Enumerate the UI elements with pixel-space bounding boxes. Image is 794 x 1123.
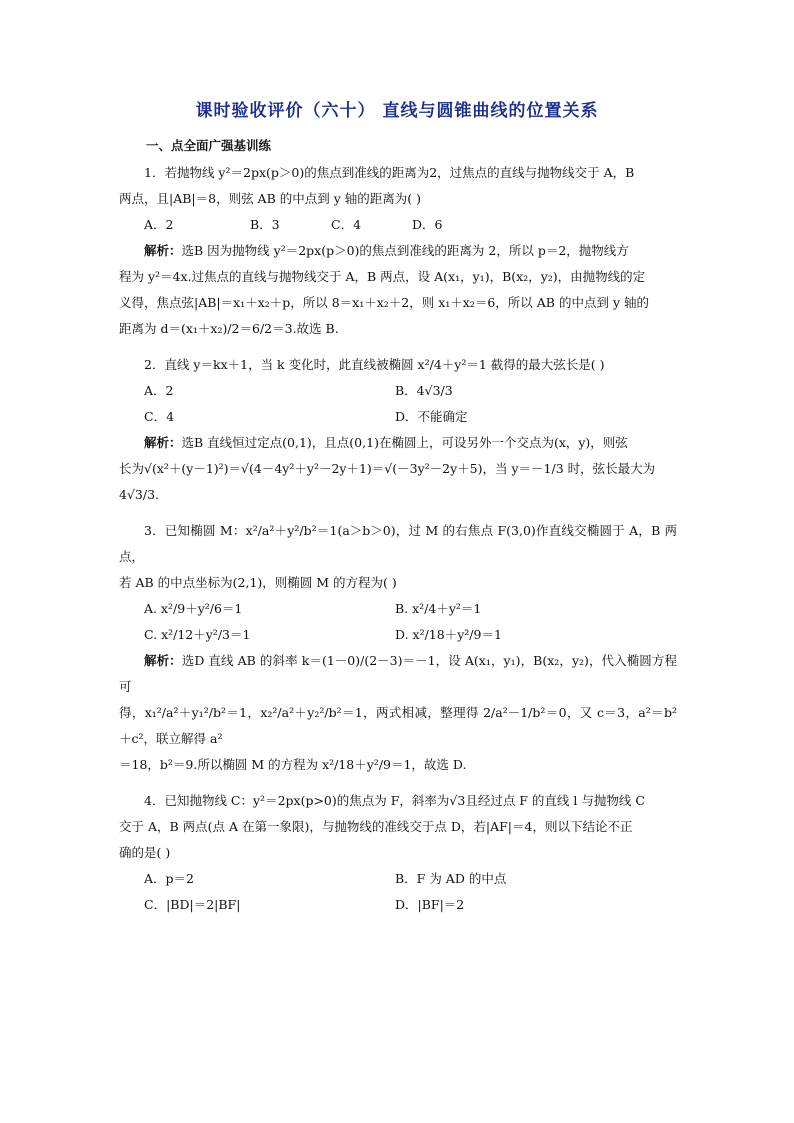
q1-solution-text1: 选B 因为抛物线 y²＝2px(p＞0)的焦点到准线的距离为 2，所以 p＝2，抛物线方 [181, 243, 629, 258]
q2-solution-line2: 长为√(x²＋(y－1)²)＝√(4－4y²＋y²－2y＋1)＝√(－3y²－2y＋5)，当 y＝－1/3 时，弦长最大为 [119, 461, 656, 476]
q4-option-d: D．|BF|＝2 [395, 897, 465, 912]
content-body [119, 160, 677, 918]
q1-stem-line2: 两点，且|AB|＝8，则弦 AB 的中点到 y 轴的距离为( ) [119, 191, 421, 206]
q2-option-b: B．4√3/3 [395, 383, 453, 398]
q2-solution-text1: 选B 直线恒过定点(0,1)，且点(0,1)在椭圆上，可设另外一个交点为(x，y)，则弦 [181, 435, 628, 450]
q3-solution-line1 [119, 648, 677, 700]
q3-options-row2 [119, 622, 677, 648]
q4-stem-line2: 交于 A，B 两点(点 A 在第一象限)，与抛物线的准线交于点 D，若|AF|＝4，则以下结论不正 [119, 819, 633, 834]
q4-options-row2 [119, 892, 677, 918]
q3-solution-label: 解析： [144, 653, 182, 668]
q4-stem-line3: 确的是( ) [119, 845, 171, 860]
q4-options-row1 [119, 866, 677, 892]
q3-option-b: B. x²/4＋y²＝1 [395, 601, 482, 616]
q4-option-a: A．p＝2 [144, 871, 194, 886]
q2-solution-line1 [119, 430, 677, 456]
q3-solution-text1: 选D 直线 AB 的斜率 k＝(1－0)/(2－3)＝－1，设 A(x₁，y₁)，B(x₂，y₂)，代入椭圆方程可 [119, 653, 677, 694]
q3-option-a: A. x²/9＋y²/6＝1 [144, 601, 243, 616]
q3-stem-line1: 3．已知椭圆 M：x²/a²＋y²/b²＝1(a＞b＞0)，过 M 的右焦点 F(3,0)作直线交椭圆于 A，B 两点， [119, 523, 677, 564]
q2-options-row1 [119, 378, 677, 404]
q1-option-a: A．2 [144, 217, 174, 232]
q2-option-a: A．2 [144, 383, 174, 398]
q2-option-c: C．4 [144, 409, 175, 424]
q4-option-b: B．F 为 AD 的中点 [395, 871, 507, 886]
q2-solution-label: 解析： [144, 435, 182, 450]
q1-solution-line3: 义得，焦点弦|AB|＝x₁＋x₂＋p，所以 8＝x₁＋x₂＋2，则 x₁＋x₂＝6，所以 AB 的中点到 y 轴的 [119, 295, 649, 310]
q1-solution-line4: 距离为 d＝(x₁＋x₂)/2＝6/2＝3.故选 B. [119, 321, 339, 336]
q2-options-row2 [119, 404, 677, 430]
q4-option-c: C．|BD|＝2|BF| [144, 897, 241, 912]
q3-solution-line2: 得，x₁²/a²＋y₁²/b²＝1，x₂²/a²＋y₂²/b²＝1，两式相减，整理得 2/a²－1/b²＝0，又 c＝3，a²＝b²＋c²，联立解得 a² [119, 705, 677, 746]
q1-solution-label: 解析： [144, 243, 182, 258]
q3-options-row1 [119, 596, 677, 622]
page-title: 课时验收评价（六十） 直线与圆锥曲线的位置关系 [195, 101, 599, 121]
q3-solution-line3: ＝18，b²＝9.所以椭圆 M 的方程为 x²/18＋y²/9＝1，故选 D. [119, 757, 467, 772]
q2-option-d: D．不能确定 [395, 409, 468, 424]
q1-options [119, 212, 677, 238]
q2-solution-line3: 4√3/3. [119, 487, 160, 502]
q4-stem-line1: 4．已知抛物线 C：y²＝2px(p>0)的焦点为 F，斜率为√3且经过点 F 的直线 l 与抛物线 C [144, 793, 645, 808]
q3-stem-line2: 若 AB 的中点坐标为(2,1)，则椭圆 M 的方程为( ) [119, 575, 397, 590]
q3-option-d: D. x²/18＋y²/9＝1 [395, 627, 502, 642]
q1-solution-line2: 程为 y²＝4x.过焦点的直线与抛物线交于 A，B 两点，设 A(x₁，y₁)，B(x₂，y₂)，由抛物线的定 [119, 269, 646, 284]
q1-stem-line1: 1．若抛物线 y²＝2px(p＞0)的焦点到准线的距离为2，过焦点的直线与抛物线交于 A，B [144, 165, 635, 180]
q2-stem: 2．直线 y＝kx＋1，当 k 变化时，此直线被椭圆 x²/4＋y²＝1 截得的最大弦长是( ) [144, 357, 605, 372]
q3-option-c: C. x²/12＋y²/3＝1 [144, 627, 251, 642]
q1-option-b: B．3 [250, 217, 280, 232]
section-heading: 一、点全面广强基训练 [146, 138, 272, 153]
q1-solution-line1 [119, 238, 677, 264]
q1-option-d: D．6 [412, 217, 443, 232]
q1-option-c: C．4 [331, 217, 362, 232]
